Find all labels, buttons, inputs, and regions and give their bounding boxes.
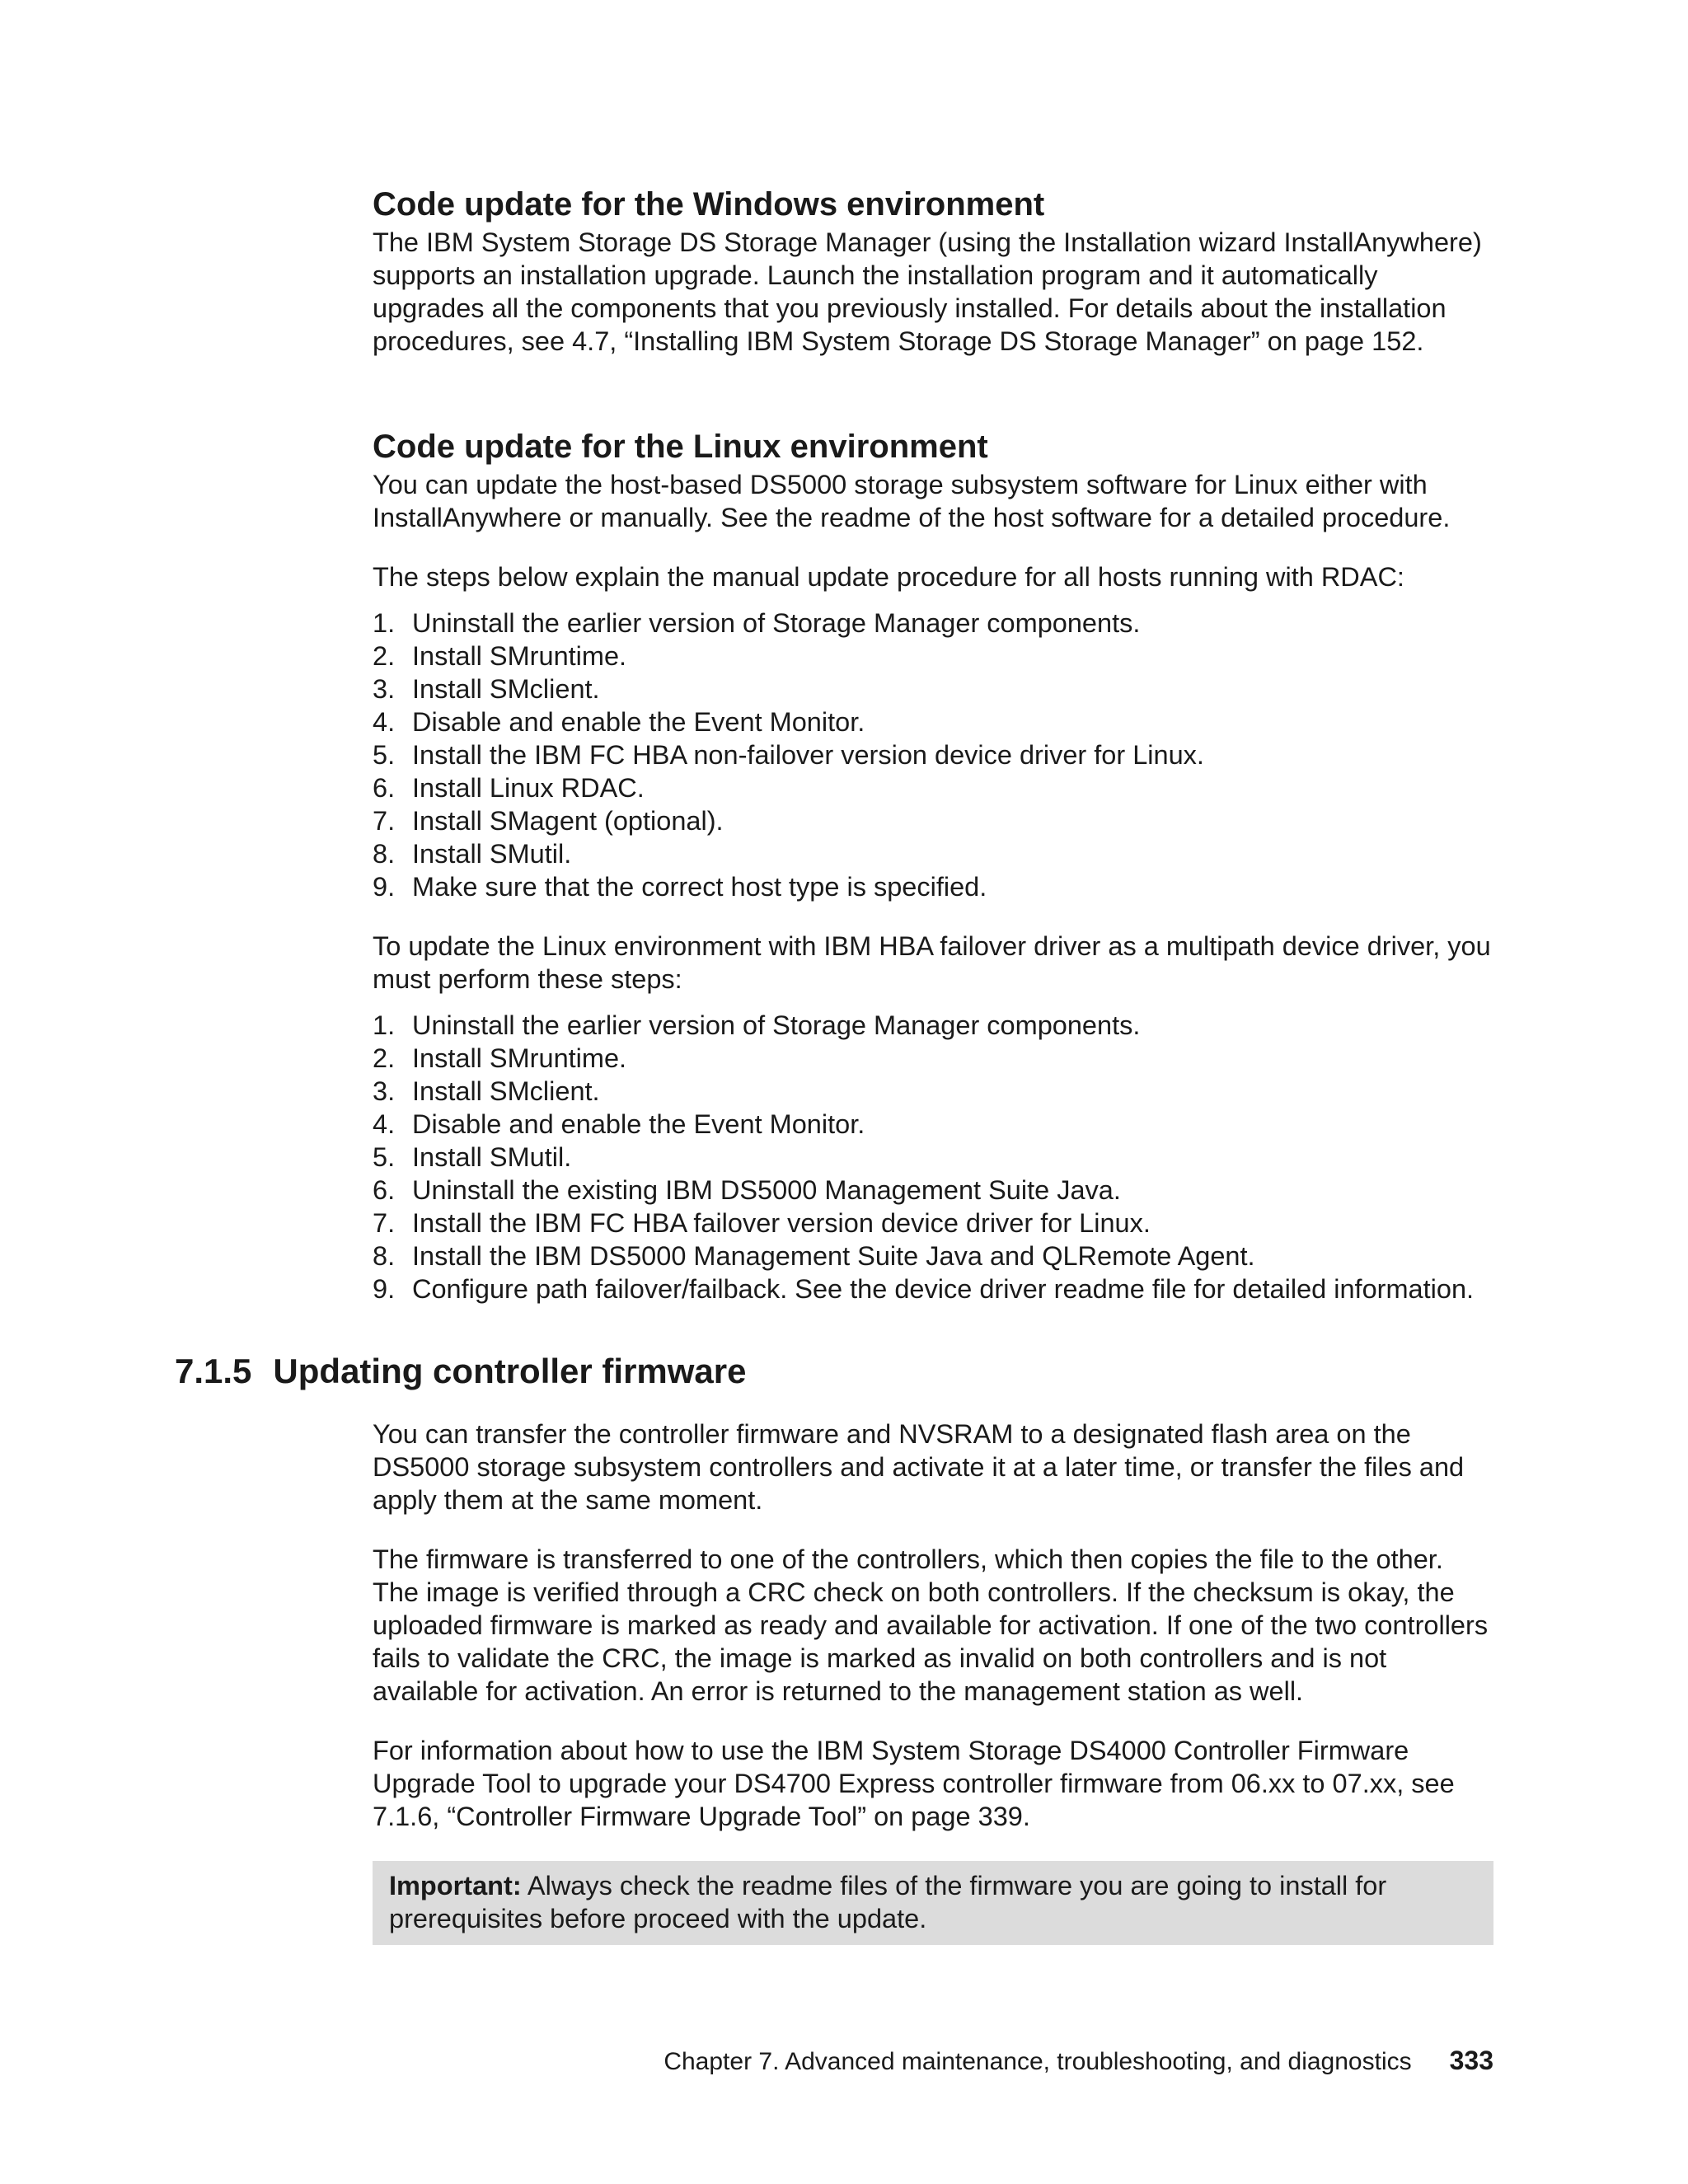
list-item-text: Uninstall the earlier version of Storage Manager components. xyxy=(412,1010,1141,1040)
list-item xyxy=(373,1042,1493,1075)
failover-steps-list xyxy=(373,1009,1493,1305)
list-item-number: 1. xyxy=(373,1010,396,1040)
list-item-text: Configure path failover/failback. See the device driver readme file for detailed information. xyxy=(412,1274,1475,1304)
list-item xyxy=(373,804,1493,837)
list-item-text: Make sure that the correct host type is specified. xyxy=(412,872,987,902)
list-item-text: Install the IBM FC HBA non-failover version device driver for Linux. xyxy=(412,740,1204,770)
windows-section xyxy=(373,185,1493,358)
note-label: Important: xyxy=(389,1871,522,1900)
list-item xyxy=(373,771,1493,804)
list-item-text: Uninstall the existing IBM DS5000 Management Suite Java. xyxy=(412,1175,1121,1205)
list-item xyxy=(373,673,1493,705)
linux-heading: Code update for the Linux environment xyxy=(373,429,988,465)
list-item-number: 4. xyxy=(373,1109,396,1139)
list-item-text: Install SMruntime. xyxy=(412,1043,627,1073)
linux-paragraph-1: You can update the host-based DS5000 storage subsystem software for Linux either with InstallAnywhere or manually. See the readme of the host software for a detailed procedure. xyxy=(373,470,1451,532)
list-item-number: 5. xyxy=(373,740,396,770)
firmware-paragraph-3: For information about how to use the IBM System Storage DS4000 Controller Firmware Upgrade Tool to upgrade your DS4700 Express controller firmware from 06.xx to 07.xx, see 7.1.6, “Controller Firmware Upgrade Tool” on page 339. xyxy=(373,1736,1455,1831)
important-note xyxy=(373,1861,1493,1945)
list-item-number: 6. xyxy=(373,773,396,803)
list-item-number: 3. xyxy=(373,674,396,704)
windows-paragraph: The IBM System Storage DS Storage Manager (using the Installation wizard InstallAnywhere) supports an installation upgrade. Launch the installation program and it automatically upgrades all the components that you previously installed. For details about the installation procedures, see 4.7, “Installing IBM System Storage DS Storage Manager” on page 152. xyxy=(373,227,1482,356)
list-item xyxy=(373,1075,1493,1108)
linux-section xyxy=(373,427,1493,1305)
footer-chapter: Chapter 7. Advanced maintenance, troubleshooting, and diagnostics xyxy=(663,2048,1412,2075)
list-item-text: Install SMruntime. xyxy=(412,641,627,671)
list-item-number: 1. xyxy=(373,608,396,638)
list-item-text: Install the IBM DS5000 Management Suite Java and QLRemote Agent. xyxy=(412,1241,1255,1271)
linux-paragraph-3: To update the Linux environment with IBM HBA failover driver as a multipath device driver, you must perform these steps: xyxy=(373,931,1491,994)
list-item-text: Uninstall the earlier version of Storage Manager components. xyxy=(412,608,1141,638)
list-item xyxy=(373,1108,1493,1141)
list-item xyxy=(373,870,1493,903)
list-item-number: 3. xyxy=(373,1076,396,1106)
list-item-number: 2. xyxy=(373,1043,396,1073)
note-text: Always check the readme files of the firmware you are going to install for prerequisites before proceed with the update. xyxy=(389,1871,1387,1933)
firmware-paragraph-1: You can transfer the controller firmware and NVSRAM to a designated flash area on the DS5000 storage subsystem controllers and activate it at a later time, or transfer the files and apply them at the same moment. xyxy=(373,1419,1465,1515)
list-item xyxy=(373,640,1493,673)
list-item-number: 6. xyxy=(373,1175,396,1205)
list-item xyxy=(373,738,1493,771)
list-item xyxy=(373,1009,1493,1042)
list-item-number: 7. xyxy=(373,806,396,836)
list-item-text: Install SMutil. xyxy=(412,1142,572,1172)
list-item-text: Install SMutil. xyxy=(412,839,572,869)
section-title: Updating controller firmware xyxy=(273,1352,747,1390)
firmware-section xyxy=(373,1418,1493,1945)
windows-heading: Code update for the Windows environment xyxy=(373,186,1045,223)
list-item-text: Install SMclient. xyxy=(412,1076,600,1106)
list-item xyxy=(373,1207,1493,1240)
list-item-text: Disable and enable the Event Monitor. xyxy=(412,707,865,737)
list-item-text: Disable and enable the Event Monitor. xyxy=(412,1109,865,1139)
list-item-text: Install SMclient. xyxy=(412,674,600,704)
list-item xyxy=(373,705,1493,738)
list-item-number: 9. xyxy=(373,872,396,902)
list-item xyxy=(373,1174,1493,1207)
list-item-number: 9. xyxy=(373,1274,396,1304)
page-footer xyxy=(663,2044,1493,2079)
list-item-number: 8. xyxy=(373,839,396,869)
list-item-number: 7. xyxy=(373,1208,396,1238)
section-number: 7.1.5 xyxy=(175,1352,252,1390)
list-item-text: Install SMagent (optional). xyxy=(412,806,724,836)
page-number: 333 xyxy=(1449,2046,1493,2075)
section-heading xyxy=(175,1350,747,1393)
list-item xyxy=(373,607,1493,640)
list-item-number: 8. xyxy=(373,1241,396,1271)
list-item xyxy=(373,1141,1493,1174)
rdac-steps-list xyxy=(373,607,1493,903)
firmware-paragraph-2: The firmware is transferred to one of the controllers, which then copies the file to the other. The image is verified through a CRC check on both controllers. If the checksum is okay, the uploaded firmware is marked as ready and available for activation. If one of the two controllers fails to validate the CRC, the image is marked as invalid on both controllers and is not available for activation. An error is returned to the management station as well. xyxy=(373,1544,1489,1706)
list-item xyxy=(373,837,1493,870)
list-item-number: 4. xyxy=(373,707,396,737)
list-item xyxy=(373,1272,1493,1305)
list-item-number: 5. xyxy=(373,1142,396,1172)
list-item-number: 2. xyxy=(373,641,396,671)
list-item xyxy=(373,1240,1493,1272)
list-item-text: Install the IBM FC HBA failover version device driver for Linux. xyxy=(412,1208,1151,1238)
linux-paragraph-2: The steps below explain the manual update procedure for all hosts running with RDAC: xyxy=(373,562,1404,592)
list-item-text: Install Linux RDAC. xyxy=(412,773,645,803)
